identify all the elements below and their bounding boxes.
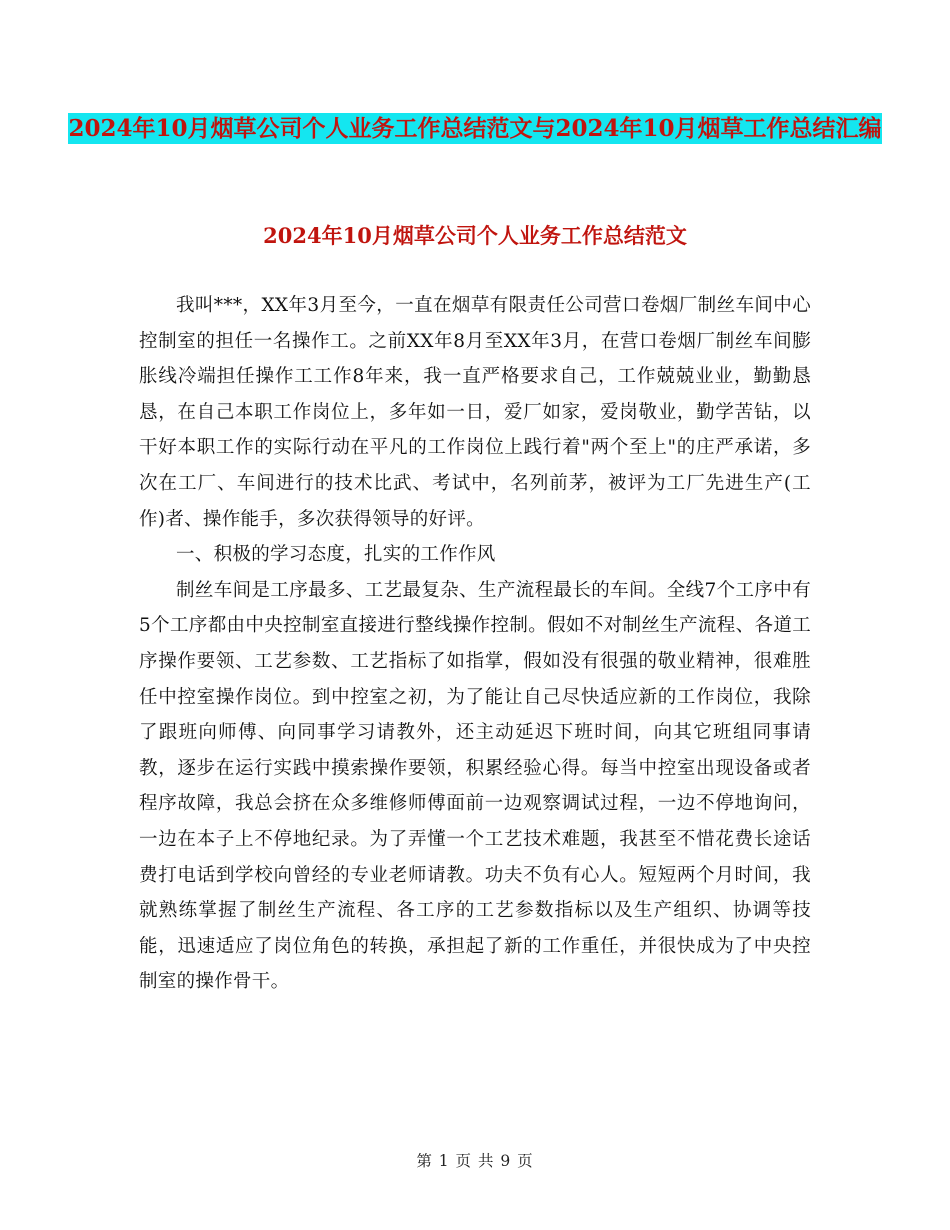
page-footer: 第 1 页 共 9 页 bbox=[416, 1152, 534, 1170]
document-title bbox=[0, 104, 950, 154]
paragraph-learning: 制丝车间是工序最多、工艺最复杂、生产流程最长的车间。全线7个工序中有5个工序都由中央控制室直接进行整线操作控制。假如不对制丝生产流程、各道工序操作要领、工艺参数、工艺指标了如指掌，假如没有很强的敬业精神，很难胜任中控室操作岗位。到中控室之初，为了能让自己尽快适应新的工作岗位，我除了跟班向师傅、向同事学习请教外，还主动延迟下班时间，向其它班组同事请教，逐步在运行实践中摸索操作要领，积累经验心得。每当中控室出现设备或者程序故障，我总会挤在众多维修师傅面前一边观察调试过程，一边不停地询问，一边在本子上不停地纪录。为了弄懂一个工艺技术难题，我甚至不惜花费长途话费打电话到学校向曾经的专业老师请教。功夫不负有心人。短短两个月时间，我就熟练掌握了制丝生产流程、各工序的工艺参数指标以及生产组织、协调等技能，迅速适应了岗位角色的转换，承担起了新的工作重任，并很快成为了中央控制室的操作骨干。 bbox=[139, 579, 811, 993]
paragraph-intro: 我叫***，XX年3月至今，一直在烟草有限责任公司营口卷烟厂制丝车间中心控制室的担任一名操作工。之前XX年8月至XX年3月，在营口卷烟厂制丝车间膨胀线冷端担任操作工工作8年来，我一直严格要求自己，工作兢兢业业，勤勤恳恳，在自己本职工作岗位上，多年如一日，爱厂如家，爱岗敬业，勤学苦钻，以干好本职工作的实际行动在平凡的工作岗位上践行着"两个至上"的庄严承诺，多次在工厂、车间进行的技术比武、考试中，名列前茅，被评为工厂先进生产(工作)者、操作能手，多次获得领导的好评。 bbox=[139, 295, 811, 530]
title-highlight: 2024年10月烟草公司个人业务工作总结范文与2024年10月烟草工作总结汇编 bbox=[68, 115, 882, 142]
section-title: 2024年10月烟草公司个人业务工作总结范文 bbox=[263, 223, 687, 248]
document-body bbox=[139, 288, 811, 1000]
paragraph-heading: 一、积极的学习态度，扎实的工作作风 bbox=[176, 544, 496, 566]
